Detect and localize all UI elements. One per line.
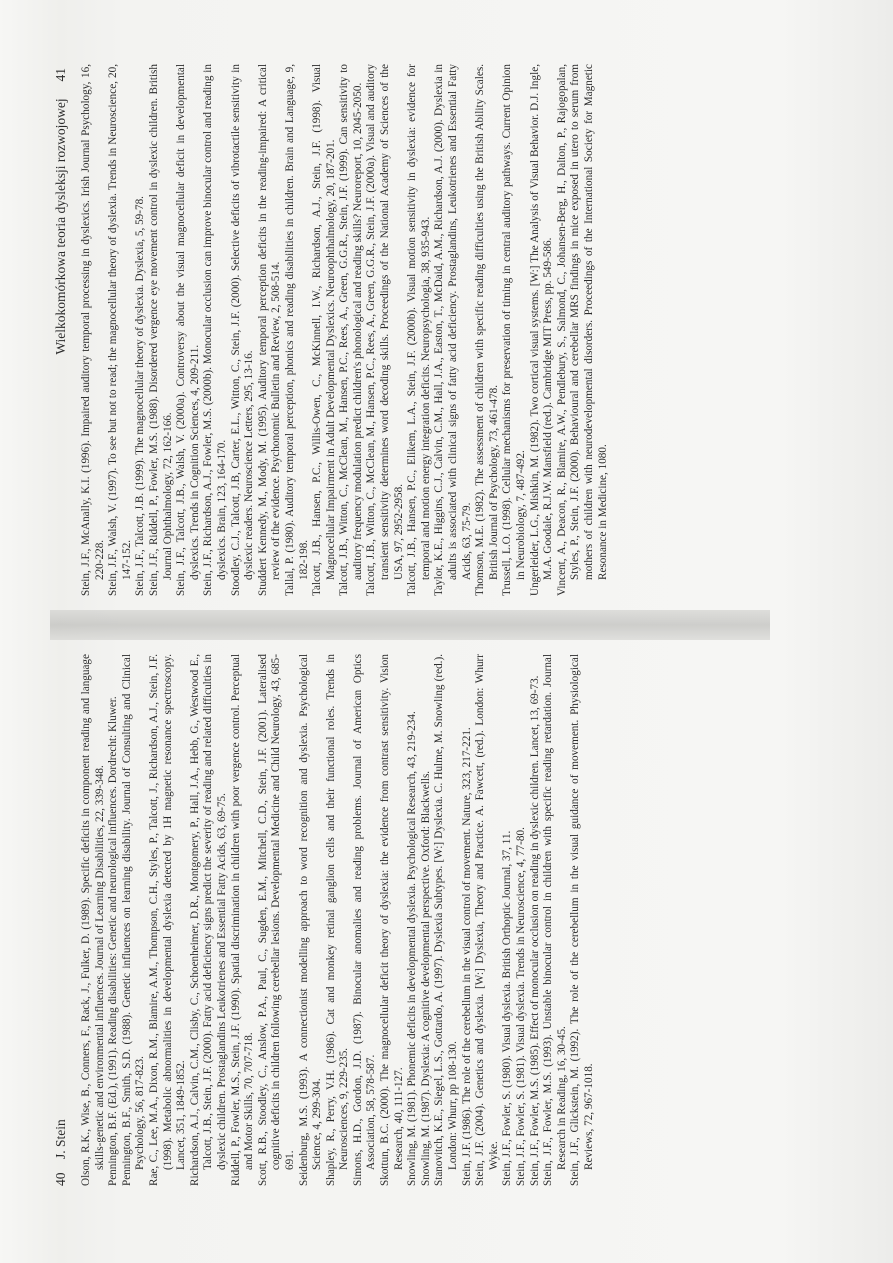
reference-entry: Vincent, A., Deacon, R., Blamire, A.W., Pendlebury, S., Salmond, C., Johansen-Berg, H., Dalton, P., Rajogopalan, Styles, P., Stein, J.F. (2000). Behavioural and cerebellar MRS findings in mice exposed in utero to serum from mothers of children with neurodevelopmental disorders. Proceedings of the International Society for Magnetic Resonance in Medicine, 1080. — [555, 64, 609, 596]
reference-entry: Talcott, J.B., Hansen, P.C., Elikem, L.A., Stein, J.F. (2000b). Visual motion sensitivity in dyslexia: evidence for temporal and motion energy integration deficits. Neuropsychologia, 38, 935-943. — [406, 64, 432, 596]
reference-entry: Pennington, B.F., Smith, S.D. (1988). Genetic influences on learning disability. Journal of Consulting and Clinical Psychology, 56, 817-823. — [120, 654, 147, 1186]
reference-entry: Olson, R.K., Wise, B., Conners, F., Rack, J., Fulker, D. (1989). Specific deficits in component reading and language skills-genetic and environmental influences. Journal of Learning Disabilities, 22, 339-348. — [80, 654, 106, 1186]
page-number-right: 41 — [53, 68, 68, 82]
book-gutter — [50, 610, 770, 640]
reference-entry: Stein, J.F., Talcott, J.B., Walsh, V. (2000a). Controversy about the visual magnocellular deficit in developmental dyslexics. Trends in Cognition Sciences, 4, 209-211. — [175, 64, 201, 596]
reference-entry: Snowling, M. (1981). Phonemic deficits in developmental dyslexia. Psychological Research, 43, 219-234. — [406, 711, 419, 1186]
reference-entry: Studdert Kennedy, M., Mody, M. (1995). Auditory temporal perception deficits in the reading-impaired: A critical review of the evidence. Psychonomic Bulletin and Review, 2, 508-514. — [256, 64, 283, 596]
reference-entry: Tallal, P. (1980). Auditory temporal perception, phonics and reading disabilities in children. Brain and Language, 9, 182-198. — [283, 64, 310, 596]
reference-entry: Stein, J.F., McAnally, K.I. (1996). Impaired auditory temporal processing in dyslexics. Irish Journal Psychology, 16, 220-228. — [80, 64, 106, 596]
right-reference-list — [80, 50, 610, 610]
reference-entry: Talcott, J.B., Witton, C., McClean, M., Hansen, P.C., Rees, A., Green, G.G.R., Stein, J.F. (2000a). Visual and auditory transient sensitivity determines word decoding skills. Proceedings of the National Academy of Sciences of the USA, 97, 2952-2958. — [365, 64, 405, 596]
book-spread — [50, 50, 770, 1200]
reference-entry: Simons, H.D., Gordon, J.D. (1987). Binocular anomalies and reading problems. Journal of American Optics Association, 58, 578-587. — [351, 654, 378, 1186]
reference-entry: Stein, J.F., Walsh, V. (1997). To see but not to read; the magnocellular theory of dyslexia. Trends in Neuroscience, 20, 147-152. — [107, 64, 133, 596]
reference-entry: Stein, J.F. (1986). The role of the cerebellum in the visual control of movement. Nature, 323, 217-221. — [460, 727, 473, 1186]
running-head-left: J. Stein — [53, 1119, 68, 1159]
reference-entry: Pennington, B.F. (Ed.), (1991). Reading disabilities: Genetic and neurological influences. Dordrecht: Kluwer. — [107, 696, 120, 1186]
reference-entry: Rae, C., Lee, M.A., Dixon, R.M., Blamire, A.M., Thompson, C.H., Styles, P., Talcott, J., Richardson, A.J., Stein, J.F. (1998). Metabolic abnormalities in developmental dyslexia detected by 1H magnetic resonance spectroscopy. Lancet, 351, 1849-1852. — [147, 654, 188, 1186]
reference-entry: Stanovitch, K.E., Siegel, L.S., Gottardo, A. (1997). Dyslexia Subtypes. [W:] Dyslexia. C. Hulme, M. Snowling (red.). London: Whurr, pp 108-130. — [433, 654, 460, 1186]
running-head-right: Wielkokomórkowa teoria dysleksji rozwojowej — [53, 98, 68, 355]
reference-entry: Stein, J.F., Riddell, P., Fowler, M.S. (1988). Disordered vergence eye movement control in dyslexic children. British Journal Ophthalmology, 72, 162-166. — [147, 64, 174, 596]
reference-entry: Stein, J.F. (2004). Genetics and dyslexia. [W:] Dyslexia, Theory and Practice. A. Fawcett, (red.). London: Whurr Wyke. — [474, 654, 500, 1186]
reference-entry: Talcott, J.B., Witton, C., McClean, M., Hansen, P.C., Rees, A., Green, G.G.R., Stein, J.F. (1999). Can sensitivity to auditory frequency modulation predict children's phonological and reading skills? Neuroreport, 10, 2045-2050. — [338, 64, 364, 596]
reference-entry: Stein, J.F., Fowler, S. (1980). Visual dyslexia. British Orthoptic Journal, 37, 11. — [501, 830, 514, 1186]
left-page-header — [50, 640, 72, 1200]
right-page-header — [50, 50, 72, 610]
reference-entry: Skottun, B.C. (2000). The magnocellular deficit theory of dyslexia: the evidence from contrast sensitivity. Vision Research, 40, 111-127. — [379, 654, 405, 1186]
reference-entry: Shapley, R., Perry, V.H. (1986). Cat and monkey retinal ganglion cells and their functional roles. Trends in Neurosciences, 9, 229-235. — [324, 654, 351, 1186]
reference-entry: Talcott, J.B., Hansen, P.C., Willis-Owen, C., McKinnell, I.W., Richardson, A.J., Stein, J.F. (1998). Visual Magnocellular Impairment in Adult Developmental Dyslexics. Neuroophthalmology, 20, 187-201. — [311, 64, 337, 596]
reference-entry: Stein, J.F., Fowler, M.S. (1993). Unstable binocular control in children with specific reading retardation. Journal Research in Reading, 16, 30-45. — [542, 654, 568, 1186]
reference-entry: Thomson, M.E. (1982). The assessment of children with specific reading difficulties using the British Ability Scales. British Journal of Psychology, 73, 461-478. — [474, 64, 500, 596]
right-page — [50, 50, 770, 610]
reference-entry: Stein, J.F., Fowler, M.S. (1985). Effect of monocular occlusion on reading in dyslexic children. Lancet, 13, 69-73. — [528, 675, 541, 1186]
page-number-left: 40 — [53, 1172, 68, 1186]
reference-entry: Ungerleider, L.G., Mishkin, M. (1982). Two cortical visual systems. [W:] The Analysis of Visual Behavior. D.J. Ingle, M.A. Goodale, R.J.W. Mansfield (red.). Cambridge MIT Press, pp. 549-586. — [528, 64, 555, 596]
reference-entry: Stein, J.F., Talcott, J.B. (1999). The magnocellular theory of dyslexia. Dyslexia, 5, 59-78. — [134, 196, 147, 596]
reference-entry: Seidenburg, M.S. (1993). A connectionist modelling approach to word recognition and dyslexia. Psychological Science, 4, 299-304. — [297, 654, 324, 1186]
reference-entry: Stoodley, C.J., Talcott, J.B, Carter, E.L., Witton, C., Stein, J.F. (2000). Selective deficits of vibrotactile sensitivity in dyslexic readers. Neuroscience Letters, 295, 13-16. — [229, 64, 256, 596]
reference-entry: Scott, R.B., Stoodley, C., Anslow, P.A., Paul, C., Sugden, E.M., Mitchell, C.D., Stein, J.F. (2001). Lateralised cognitive deficits in children following cerebellar lesions. Developmental Medicine and Child Neurology, 43, 685-691. — [256, 654, 296, 1186]
reference-entry: Trussell, L.O. (1998). Cellular mechanisms for preservation of timing in central auditory pathways. Current Opinion in Neurobiology, 7, 487-492. — [501, 64, 527, 596]
reference-entry: Stein, J.F., Richardson, A.J., Fowler, M.S. (2000b). Monocular occlusion can improve binocular control and reading in dyslexics. Brain, 123, 164-170. — [202, 64, 228, 596]
reference-entry: Stein, J.F., Fowler, S. (1981). Visual dyslexia. Trends in Neuroscience, 4, 77-80. — [515, 827, 527, 1186]
reference-entry: Richardson, A.J., Calvin, C.M., Clisby, C., Schoenheimer, D.R., Montgomery, P., Hall, J.A., Hebb, G., Westwood E., Talcott, J.B., Stein, J.F. (2000). Fatty acid deficiency signs predict the severity of reading and related difficulties in dyslexic children. Prostaglandins Leukotrienes and Essential Fatty Acids, 63, 69-75. — [188, 654, 228, 1186]
left-reference-list — [80, 640, 597, 1200]
left-page — [50, 640, 770, 1200]
reference-entry: Riddell, P., Fowler, M.S., Stein, J.F. (1990). Spatial discrimination in children with poor vergence control. Perceptual and Motor Skills, 70, 707-718. — [229, 654, 256, 1186]
reference-entry: Snowling, M. (1987). Dyslexia: A cognitive developmental perspective. Oxford: Blackwells. — [419, 770, 432, 1186]
reference-entry: Taylor, K.E., Higgins, C.J., Calvin, C.M., Hall, J.A., Easton, T., McDaid, A.M., Richardson, A.J. (2000). Dyslexia in adults is associated with clinical signs of fatty acid deficiency. Prostaglandins, Leukotrienes and Essential Fatty Acids, 63, 75-79. — [433, 64, 473, 596]
reference-entry: Stein, J.F., Glickstein, M. (1992). The role of the cerebellum in the visual guidance of movement. Physiological Reviews, 72, 967-1018. — [569, 654, 595, 1186]
